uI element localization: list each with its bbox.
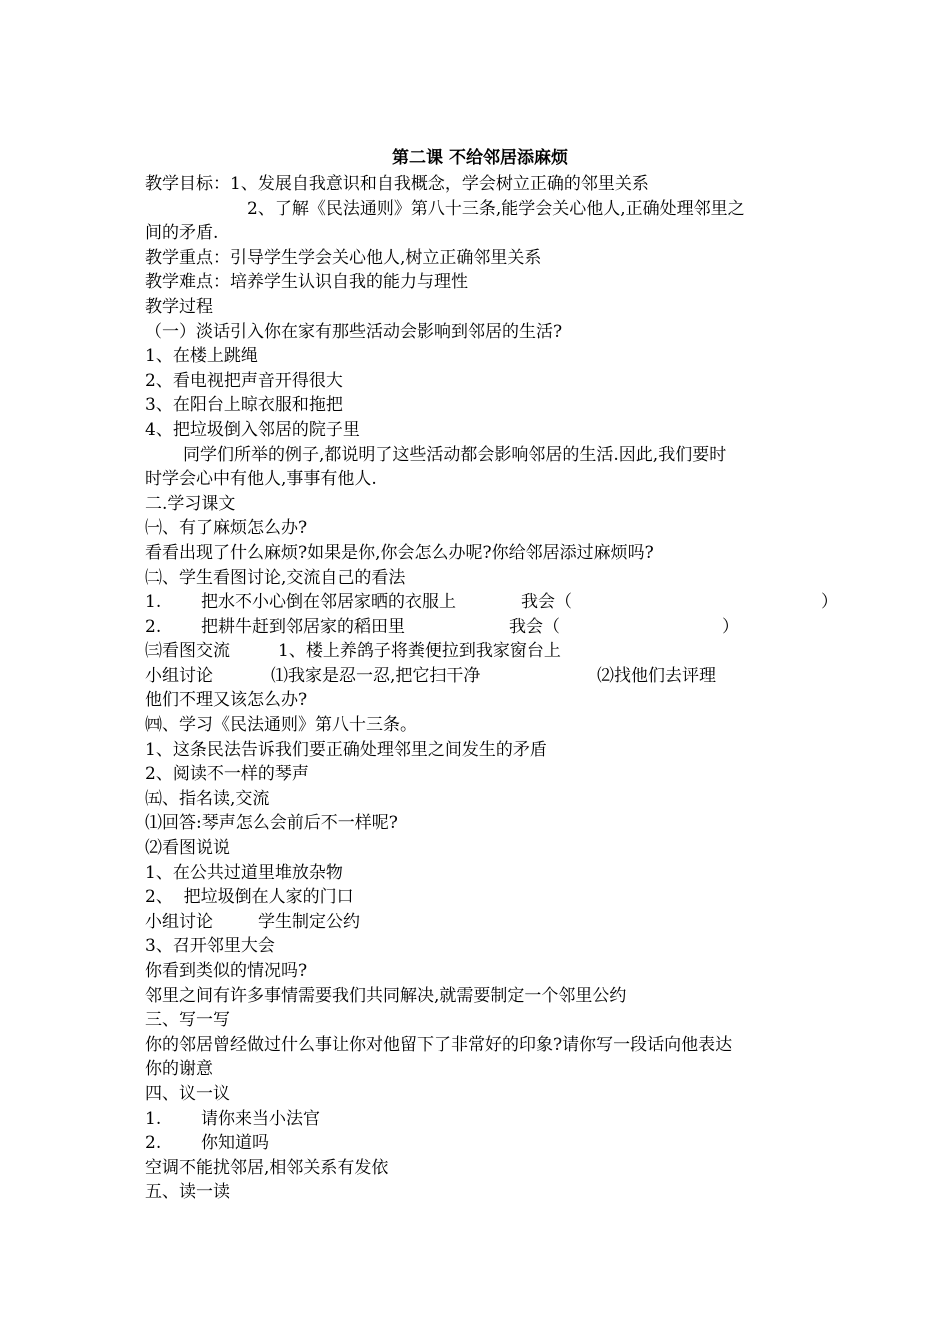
item-text: 把水不小心倒在邻居家晒的衣服上 — [201, 592, 456, 613]
section-4-heading: 四、议一议 — [145, 1083, 230, 1104]
discussion-item — [145, 590, 838, 615]
subsection-3-line — [145, 639, 815, 664]
section-4-note: 空调不能扰邻居,相邻关系有发依 — [145, 1157, 389, 1178]
objective-2-continuation: 间的矛盾. — [145, 223, 219, 244]
subsection-1-heading: ㈠、有了麻烦怎么办? — [145, 518, 308, 539]
item-text: 你知道吗 — [201, 1133, 269, 1154]
group2-label: 小组讨论 — [145, 911, 213, 932]
section-3-text: 你的邻居曾经做过什么事让你对他留下了非常好的印象?请你写一段话向他表达 — [145, 1034, 733, 1055]
difficulty: 教学难点：培养学生认识自我的能力与理性 — [145, 272, 468, 293]
answer-blank: 我会（ — [521, 592, 572, 613]
item-number: 2. — [145, 616, 162, 637]
intro-item: 2、看电视把声音开得很大 — [145, 370, 343, 391]
subsection-4-item: 1、这条民法告诉我们要正确处理邻里之间发生的矛盾 — [145, 739, 547, 760]
subsection-5-item: ⑴回答:琴声怎么会前后不一样呢? — [145, 813, 398, 834]
section-4-item — [145, 1107, 815, 1132]
subsection-3-text: 1、楼上养鸽子将粪便拉到我家窗台上 — [278, 641, 561, 662]
group2-line — [145, 910, 815, 935]
subsection-4-heading: ㈣、学习《民法通则》第八十三条。 — [145, 715, 417, 736]
subsection-5-item: 1、在公共过道里堆放杂物 — [145, 862, 343, 883]
item-text: 请你来当小法官 — [201, 1108, 320, 1129]
answer-close: ） — [722, 616, 739, 637]
section-2-heading: 二.学习课文 — [145, 493, 236, 514]
subsection-5-item: ⑵看图说说 — [145, 838, 230, 859]
key-point: 教学重点：引导学生学会关心他人,树立正确邻里关系 — [145, 247, 542, 268]
subsection-5-more: 你看到类似的情况吗? — [145, 961, 308, 981]
group-discussion-line — [145, 664, 815, 689]
subsection-5-item: 2、 把垃圾倒在人家的门口 — [145, 887, 354, 908]
lesson-title: 第二课 不给邻居添麻烦 — [392, 148, 568, 168]
discussion-item — [145, 615, 815, 640]
intro-question: （一）淡话引入你在家有那些活动会影响到邻居的生活? — [145, 321, 563, 342]
group-option-1: ⑴我家是忍一忍,把它扫干净 — [271, 665, 481, 686]
subsection-5-more: 3、召开邻里大会 — [145, 936, 275, 957]
subsection-4-item: 2、阅读不一样的琴声 — [145, 764, 309, 785]
objective-2-text: 2、了解《民法通则》第八十三条,能学会关心他人,正确处理邻里之 — [247, 198, 745, 219]
answer-blank: 我会（ — [509, 616, 560, 637]
group-option-2: ⑵找他们去评理 — [597, 665, 716, 686]
summary-paragraph: 同学们所举的例子,都说明了这些活动都会影响邻居的生活.因此,我们要时 — [183, 444, 727, 465]
section-5-heading: 五、读一读 — [145, 1182, 230, 1203]
intro-item: 1、在楼上跳绳 — [145, 346, 258, 367]
group-label: 小组讨论 — [145, 665, 213, 686]
ignore-question: 他们不理又该怎么办? — [145, 690, 308, 711]
item-text: 把耕牛赶到邻居家的稻田里 — [201, 616, 405, 637]
subsection-1-text: 看看出现了什么麻烦?如果是你,你会怎么办呢?你给邻居添过麻烦吗? — [145, 542, 654, 563]
objective-line-1 — [145, 172, 815, 197]
document-body — [145, 146, 838, 1205]
subsection-3-label: ㈢看图交流 — [145, 641, 230, 662]
summary-continuation: 时学会心中有他人,事事有他人. — [145, 469, 377, 490]
subsection-2-heading: ㈡、学生看图讨论,交流自己的看法 — [145, 567, 406, 588]
process-heading: 教学过程 — [145, 296, 213, 317]
section-3-heading: 三、写一写 — [145, 1010, 230, 1031]
item-number: 1. — [145, 1108, 162, 1129]
intro-item: 4、把垃圾倒入邻居的院子里 — [145, 419, 360, 440]
answer-close: ） — [821, 592, 838, 613]
section-4-item — [145, 1131, 815, 1156]
subsection-5-heading: ㈤、指名读,交流 — [145, 788, 270, 809]
item-number: 2. — [145, 1133, 162, 1154]
group2-text: 学生制定公约 — [258, 911, 360, 932]
section-3-continuation: 你的谢意 — [145, 1059, 213, 1080]
subsection-5-more: 邻里之间有许多事情需要我们共同解决,就需要制定一个邻里公约 — [145, 985, 627, 1006]
objective-1: 1、发展自我意识和自我概念，学会树立正确的邻里关系 — [230, 174, 649, 194]
item-number: 1. — [145, 592, 162, 613]
objectives-label: 教学目标： — [145, 174, 230, 194]
intro-item: 3、在阳台上晾衣服和拖把 — [145, 395, 343, 416]
